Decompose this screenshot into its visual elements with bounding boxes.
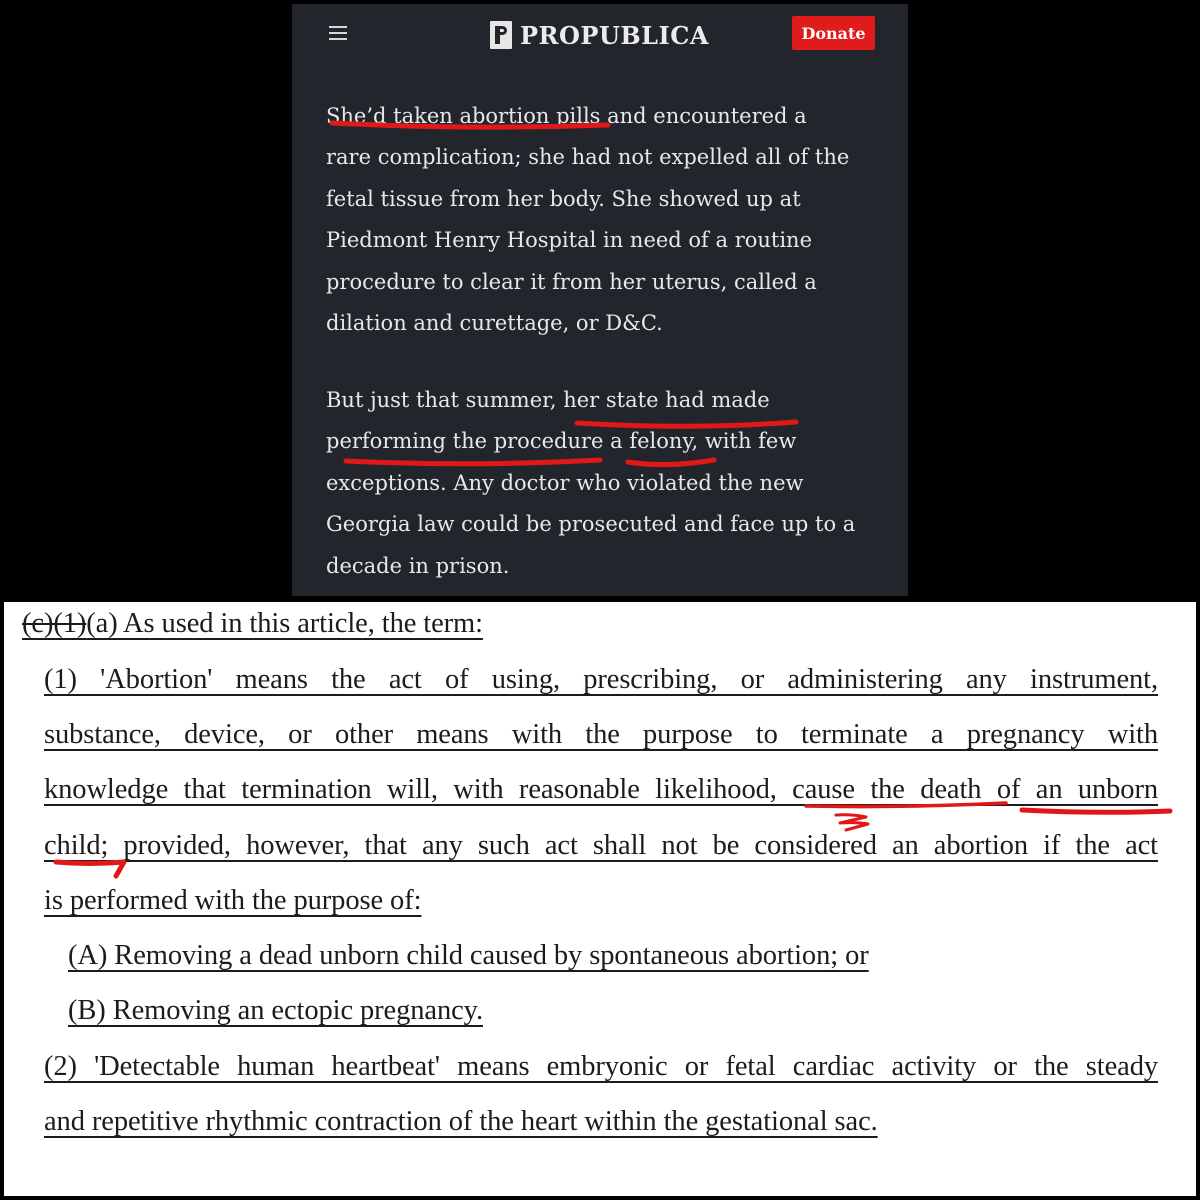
statute-line: knowledge that termination will, with reasonable likelihood, cause the death of an unborn — [44, 774, 1158, 805]
article-line: decade in prison. — [326, 553, 510, 578]
struck-prefix: (c)(1) — [22, 608, 87, 639]
statute-line: and repetitive rhythmic contraction of the heart within the gestational sac. — [44, 1106, 878, 1137]
propublica-logo[interactable] — [490, 18, 709, 52]
statute-excerpt-panel — [4, 602, 1196, 1196]
article-line: Georgia law could be prosecuted and face up to a — [326, 512, 856, 537]
statute-line: substance, device, or other means with the purpose to terminate a pregnancy with — [44, 719, 1158, 750]
article-paragraph-1 — [326, 96, 886, 344]
heading-text: (a) As used in this article, the term: — [86, 608, 483, 639]
brand-name: PROPUBLICA — [520, 20, 709, 50]
article-line: But just that summer, her state had made — [326, 388, 770, 412]
statute-subitem-a: (A) Removing a dead unborn child caused by spontaneous abortion; or — [68, 940, 869, 971]
statute-line: (1) 'Abortion' means the act of using, prescribing, or administering any instrument, — [44, 664, 1158, 695]
article-paragraph-2 — [326, 380, 886, 587]
site-header — [292, 4, 908, 66]
propublica-logo-mark-icon — [490, 21, 512, 49]
hamburger-menu-icon[interactable] — [329, 26, 347, 40]
statute-line: (2) 'Detectable human heartbeat' means embryonic or fetal cardiac activity or the steady — [44, 1051, 1158, 1082]
article-line: She’d taken abortion pills and encountered a — [326, 104, 807, 128]
statute-line: is performed with the purpose of: — [44, 885, 422, 916]
article-line: procedure to clear it from her uterus, called a — [326, 269, 817, 294]
article-line: exceptions. Any doctor who violated the new — [326, 470, 804, 495]
article-line: performing the procedure a felony, with few — [326, 429, 797, 454]
statute-heading — [22, 608, 483, 640]
donate-button[interactable]: Donate — [792, 16, 875, 50]
statute-subitem-b: (B) Removing an ectopic pregnancy. — [68, 995, 483, 1026]
article-line: fetal tissue from her body. She showed up at — [326, 186, 801, 211]
article-line: rare complication; she had not expelled all of the — [326, 145, 850, 170]
statute-line: child; provided, however, that any such act shall not be considered an abortion if the act — [44, 830, 1158, 861]
article-line: dilation and curettage, or D&C. — [326, 310, 663, 335]
propublica-article-panel — [292, 4, 908, 596]
article-line: Piedmont Henry Hospital in need of a routine — [326, 228, 813, 253]
